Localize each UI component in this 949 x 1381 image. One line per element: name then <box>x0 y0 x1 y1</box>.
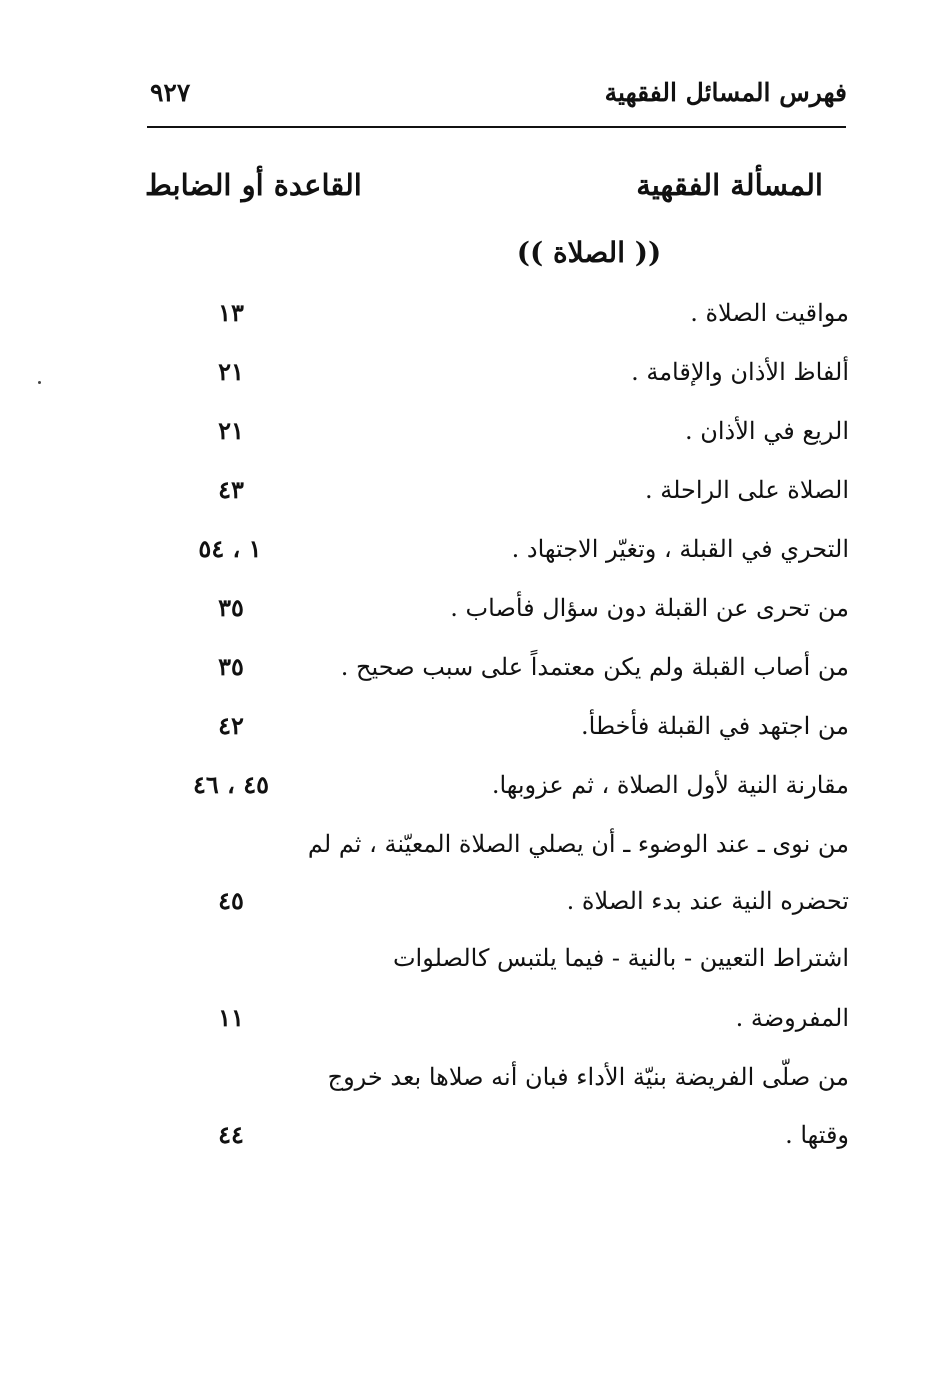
index-entry-text: من اجتهد في القبلة فأخطأ. <box>581 712 849 740</box>
index-entry-text: المفروضة . <box>735 1004 849 1032</box>
index-entry-text: ألفاظ الأذان والإقامة . <box>631 358 849 386</box>
index-entry-ref: ٤٣ <box>218 475 244 504</box>
index-entry-ref: ٤٥ ، ٤٦ <box>192 770 270 799</box>
index-entry-ref: ٢١ <box>218 416 244 445</box>
index-entry-ref: ٢١ <box>218 357 244 386</box>
index-entry-text: من نوى ـ عند الوضوء ـ أن يصلي الصلاة المعيّنة ، ثم لم <box>307 830 849 858</box>
index-entry-ref: ٤٤ <box>218 1120 244 1149</box>
index-entry-text: وقتها . <box>785 1121 849 1149</box>
index-entry-text: مواقيت الصلاة . <box>690 299 849 327</box>
index-entry-text: مقارنة النية لأول الصلاة ، ثم عزوبها. <box>491 771 849 799</box>
index-entry-text: التحري في القبلة ، وتغيّر الاجتهاد . <box>511 535 849 563</box>
section-title: (( الصلاة )) <box>516 236 662 269</box>
index-entry-text: الصلاة على الراحلة . <box>644 476 849 504</box>
running-title: فهرس المسائل الفقهية <box>604 78 847 107</box>
page-number: ٩٢٧ <box>150 78 191 107</box>
index-entry-text: من صلّى الفريضة بنيّة الأداء فبان أنه صلاها بعد خروج <box>327 1063 849 1091</box>
index-entry-text: تحضره النية عند بدء الصلاة . <box>566 887 849 915</box>
index-entry-ref: ١ ، ٥٤ <box>198 534 262 563</box>
index-entry-ref: ١١ <box>218 1003 244 1032</box>
index-entry-text: من أصاب القبلة ولم يكن معتمداً على سبب صحيح . <box>340 653 849 681</box>
scan-speck <box>38 381 41 384</box>
index-entry-ref: ١٣ <box>218 298 244 327</box>
index-entry-ref: ٣٥ <box>218 593 244 622</box>
index-entry-text: اشتراط التعيين - بالنية - فيما يلتبس كالصلوات <box>392 944 849 972</box>
column-heading-issue: المسألة الفقهية <box>636 168 823 202</box>
index-entry-text: الريع في الأذان . <box>684 417 849 445</box>
index-entry-ref: ٤٥ <box>218 886 244 915</box>
index-entry-text: من تحرى عن القبلة دون سؤال فأصاب . <box>450 594 849 622</box>
column-heading-rule: القاعدة أو الضابط <box>145 168 362 202</box>
index-entry-ref: ٤٢ <box>218 711 244 740</box>
index-entry-ref: ٣٥ <box>218 652 244 681</box>
